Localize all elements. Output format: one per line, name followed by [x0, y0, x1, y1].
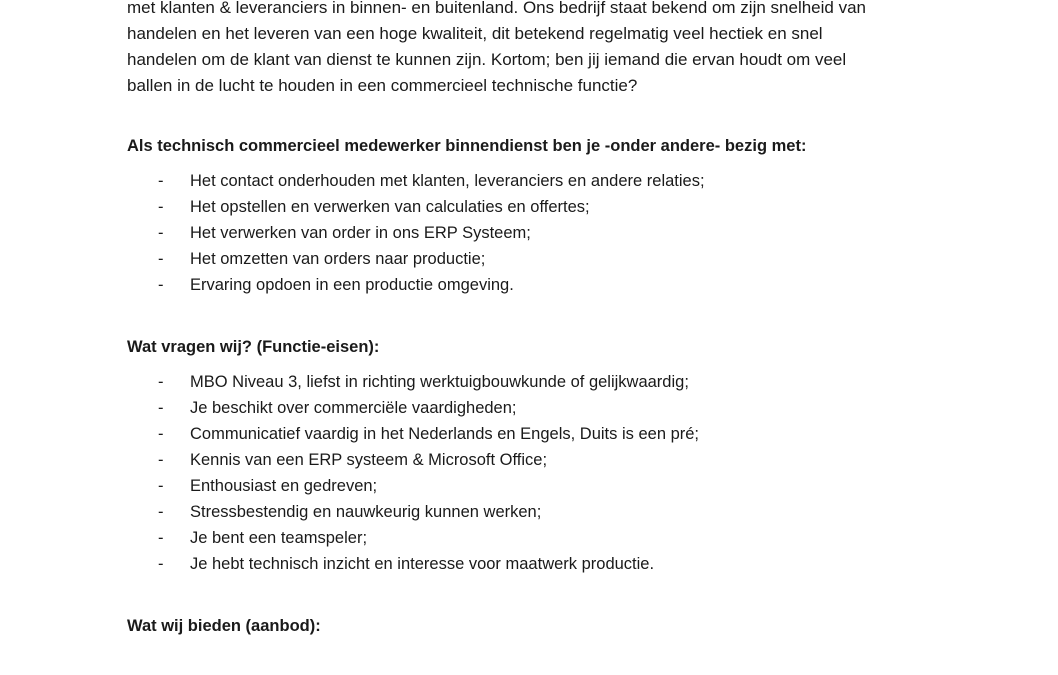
list-item-text: Je hebt technisch inzicht en interesse voor maatwerk productie.: [190, 555, 655, 573]
list-item: [127, 168, 927, 194]
list-item: [127, 525, 927, 551]
list-item-text: Je beschikt over commerciële vaardigheden;: [190, 399, 517, 417]
bullet-dash: -: [158, 198, 164, 216]
list-item-text: Het contact onderhouden met klanten, leveranciers en andere relaties;: [190, 172, 705, 190]
list-item-text: Ervaring opdoen in een productie omgeving.: [190, 276, 514, 294]
document-page: [127, 0, 927, 675]
bullet-dash: -: [158, 224, 164, 242]
list-item-text: Kennis van een ERP systeem & Microsoft Office;: [190, 451, 548, 469]
list-item-text: Het opstellen en verwerken van calculaties en offertes;: [190, 198, 590, 216]
bullet-dash: -: [158, 276, 164, 294]
list-item: [127, 194, 927, 220]
bullet-dash: -: [158, 477, 164, 495]
intro-line: ballen in de lucht te houden in een commercieel technische functie?: [127, 76, 638, 95]
bullet-dash: -: [158, 555, 164, 573]
requirements-list: [127, 369, 927, 577]
section-offer: [127, 613, 927, 639]
list-item-text: MBO Niveau 3, liefst in richting werktuigbouwkunde of gelijkwaardig;: [190, 373, 689, 391]
list-item-text: Het omzetten van orders naar productie;: [190, 250, 486, 268]
list-item: [127, 246, 927, 272]
intro-line: handelen om de klant van dienst te kunnen zijn. Kortom; ben jij iemand die ervan houdt om veel: [127, 50, 847, 69]
list-item-text: Je bent een teamspeler;: [190, 529, 368, 547]
section-heading: Wat vragen wij? (Functie-eisen):: [127, 338, 380, 356]
section-heading: Als technisch commercieel medewerker binnendienst ben je -onder andere- bezig met:: [127, 137, 807, 155]
list-item: [127, 473, 927, 499]
section-heading: Wat wij bieden (aanbod):: [127, 617, 321, 635]
intro-line: handelen en het leveren van een hoge kwaliteit, dit betekend regelmatig veel hectiek en snel: [127, 24, 823, 43]
bullet-dash: -: [158, 250, 164, 268]
bullet-dash: -: [158, 399, 164, 417]
list-item: [127, 272, 927, 298]
bullet-dash: -: [158, 503, 164, 521]
section-requirements: [127, 334, 927, 577]
bullet-dash: -: [158, 425, 164, 443]
list-item: [127, 421, 927, 447]
list-item: [127, 499, 927, 525]
bullet-dash: -: [158, 172, 164, 190]
list-item: [127, 220, 927, 246]
bullet-dash: -: [158, 451, 164, 469]
task-list: [127, 168, 927, 298]
intro-line: met klanten & leveranciers in binnen- en buitenland. Ons bedrijf staat bekend om zijn snelheid van: [127, 0, 866, 17]
section-tasks: [127, 133, 927, 298]
list-item: [127, 369, 927, 395]
list-item-text: Communicatief vaardig in het Nederlands en Engels, Duits is een pré;: [190, 425, 700, 443]
list-item: [127, 447, 927, 473]
list-item-text: Het verwerken van order in ons ERP Systeem;: [190, 224, 531, 242]
bullet-dash: -: [158, 529, 164, 547]
bullet-dash: -: [158, 373, 164, 391]
list-item: [127, 395, 927, 421]
list-item-text: Enthousiast en gedreven;: [190, 477, 378, 495]
list-item: [127, 551, 927, 577]
intro-paragraph: [127, 0, 927, 99]
list-item-text: Stressbestendig en nauwkeurig kunnen werken;: [190, 503, 542, 521]
